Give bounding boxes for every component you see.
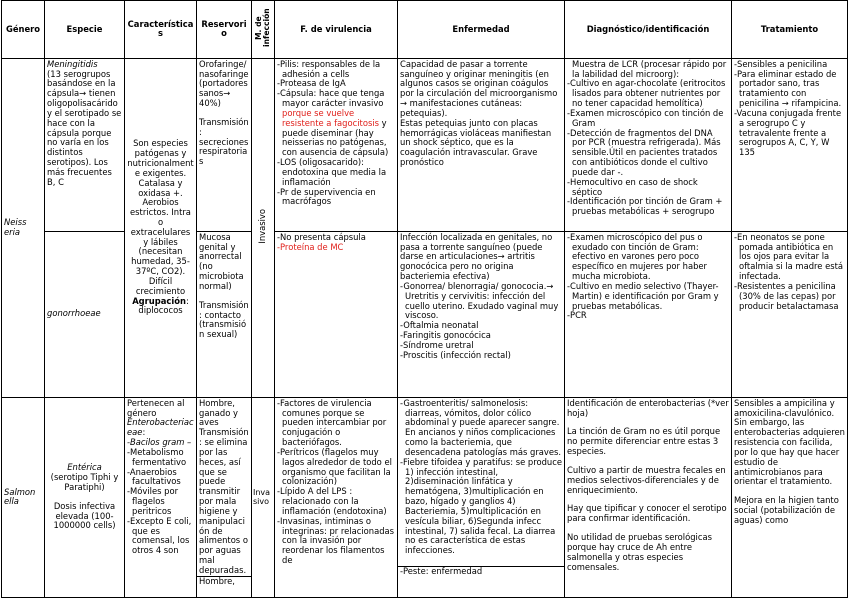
list-item: - Síndrome uretral [400, 341, 562, 351]
mecanismo-salmonella: Invasivo [252, 397, 275, 597]
list-item: - Bacilos gram – [127, 438, 194, 448]
header-especie: Especie [45, 1, 125, 59]
list-item: - Excepto E coli, que es comensal, los otros 4 son [127, 517, 194, 556]
agrupacion-value: : diplococos [138, 295, 189, 316]
list-item: - Proteína de MC [277, 243, 395, 253]
list-item: - Oftalmia neonatal [400, 321, 562, 331]
virulencia-salmonella [275, 397, 398, 597]
list-item: - Gastroenteritis/ salmonelosis: diarreas, vómitos, dolor cólico abdominal y puede aparecer sangre. En ancianos y niños complicaciones como la bacteriemia, que desencadena patologías más graves. [400, 399, 562, 458]
list-item: - Factores de virulencia comunes porque se pueden intercambiar por conjugación o bacteriófagos. [277, 399, 395, 448]
list-item: - Invasinas, intiminas o integrinas: pr relacionadas con la invasión por reordenar los filamentos de [277, 517, 395, 566]
list-item: - Faringitis gonocócica [400, 331, 562, 341]
list-item: - Examen microscópico con tinción de Gram [567, 109, 729, 129]
header-mecanismo [252, 1, 275, 59]
list-item: - Pilis: responsables de la adhesión a cells [277, 60, 395, 80]
list-item: - Para eliminar estado de portador sano, tras tratamiento con penicilina → rifampicina. [734, 70, 845, 109]
header-tratamiento: Tratamiento [732, 1, 848, 59]
list-item: - Detección de fragmentos del DNA por PCR (muestra refrigerada). Más sensible.Útil en pacientes tratados con antibióticos donde el cultivo puede dar -. [567, 129, 729, 178]
row-meningitidis [2, 58, 848, 231]
list-item: - Lípido A del LPS : relacionado con la inflamación (endotoxina) [277, 487, 395, 516]
list-item: - Cultivo en medio selectivo (Thayer-Martin) e identificación por Gram y pruebas metabólicas. [567, 282, 729, 311]
genero-neisseria: Neisseria [2, 58, 45, 397]
list-item: - Resistentes a penicilina (30% de las cepas) por producir betalactamasa [734, 282, 845, 311]
diagnostico-salmonella: Identificación de enterobacterias (*ver hoja) La tinción de Gram no es útil porque no permite diferenciar entre estas 3 especies. Cultivo a partir de muestra fecales en medios selectivos-diferenciales y de enriquecimiento. Hay que tipificar y conocer el serotipo para confirmar identificación. No utilidad de pruebas serológicas porque hay cruce de Ah entre salmonella y otras especies comensales. [565, 397, 732, 597]
header-diagnostico: Diagnóstico/identificación [565, 1, 732, 59]
header-genero: Género [2, 1, 45, 59]
list-item: - Proscitis (infección rectal) [400, 351, 562, 361]
virulencia-gonorrhoeae [275, 231, 398, 397]
list-item: - Peste: enfermedad [400, 567, 562, 577]
enfermedad-gonorrhoeae: Infección localizada en genitales, no pasa a torrente sanguíneo (puede darse en articulaciones→ artritis gonocócica pero no origina bacteriemia efectiva) - Gonorrea/ blenorragia/ gonococia.→ Uretritis y cervivitis: infección del cuello uterino. Exudado vaginal muy viscoso. - Oftalmia neonatal - Faringitis gonocócica - Síndrome uretral - Proscitis (infección rectal) [398, 231, 565, 397]
header-row [2, 1, 848, 59]
list-item: - Fiebre tifoidea y paratifus: se produce 1) infección intestinal, 2)diseminación linfática y hematógena, 3)multiplicación en bazo, hígado y ganglios 4) Bacteriemia, 5)multiplicación en vesícula biliar, 6)Segunda infecc intestinal, 7) salida fecal. La diarrea no es característica de estas infecciones. [400, 458, 562, 556]
especie-salmonella: Entérica (serotipo Tiphi y Paratiphi) Dosis infectiva elevada (100-1000000 cells) [45, 397, 125, 597]
reservorio-gonorrhoeae: Mucosa genital y anorrectal (no microbiota normal) Transmisión: contacto (transmisión sexual) [197, 231, 252, 397]
genero-salmonella: Salmonella [2, 397, 45, 597]
header-reservorio: Reservorio [197, 1, 252, 59]
especie-meningitidis-desc: (13 serogrupos basándose en la cápsula→ tienen oligopolisacárido y el serotipado se hace con la cápsula porque no varía en los distintos serotipos). Los más frecuentes B, C [47, 68, 122, 187]
header-virulencia: F. de virulencia [275, 1, 398, 59]
caracteristicas-salmonella: Pertenecen al género Enterobacteriaceae: - Bacilos gram – - Metabolismo fermentativo - Anaerobios facultativos - Móviles por flagelos peritricos - Excepto E coli, que es comensal, los otros 4 son [125, 397, 197, 597]
list-item: - Cápsula: hace que tenga mayor carácter invasivo porque se vuelve resistente a fagocitosis y puede diseminar (hay neisserias no patógenas, con ausencia de cápsula) [277, 89, 395, 158]
list-item: - PCR [567, 311, 729, 321]
virulencia-meningitidis [275, 58, 398, 231]
list-item: - Proteasa de IgA [277, 79, 395, 89]
agrupacion-label: Agrupación [132, 295, 186, 306]
reservorio-meningitidis: Orofaringe/nasofaringe (portadores sanos→ 40%) Transmisión: secreciones respiratorias [197, 58, 252, 231]
list-item: - Móviles por flagelos peritricos [127, 487, 194, 516]
tratamiento-meningitidis [732, 58, 848, 231]
especie-meningitidis-name: Meningitidis [47, 58, 98, 69]
list-item: - En neonatos se pone pomada antibiótica en los ojos para evitar la oftalmia si la madre está infectada. [734, 233, 845, 282]
list-item: - Metabolismo fermentativo [127, 448, 194, 468]
reservorio-salmonella: Hombre, ganado y aves Transmisión: se elimina por las heces, así que se puede transmitir por mala higiene y manipulación de alimentos o por aguas mal depuradas. Hombre, [197, 397, 252, 597]
list-item: - Anaerobios facultativos [127, 468, 194, 488]
list-item: - Pr de supervivencia en macrófagos [277, 188, 395, 208]
header-mecanismo-text: M. de infección [254, 8, 271, 48]
list-item: - Cultivo en agar-chocolate (eritrocitos lisados para obtener nutrientes por no tener capacidad hemolítica) [567, 79, 729, 108]
list-item: - Gonorrea/ blenorragia/ gonococia.→ Uretritis y cervivitis: infección del cuello uterino. Exudado vaginal muy viscoso. [400, 282, 562, 321]
list-item: - Sensibles a penicilina [734, 60, 845, 70]
tratamiento-gonorrhoeae [732, 231, 848, 397]
list-item: - Identificación por tinción de Gram + pruebas metabólicas + serogrupo [567, 197, 729, 217]
header-enfermedad: Enfermedad [398, 1, 565, 59]
especie-gonorrhoeae: gonorrhoeae [45, 231, 125, 397]
header-caracteristicas: Características [125, 1, 197, 59]
list-item: - Vacuna conjugada frente a serogrupo C y tetravalente frente a serogrupos A, C, Y, W 135 [734, 109, 845, 158]
row-salmonella [2, 397, 848, 597]
caracteristicas-neisseria: Son especies patógenas y nutricionalmente exigentes. Catalasa y oxidasa +. Aerobios estrictos. Intra o extracelulares y lábiles (necesitan humedad, 35-37ºC, CO2). Difícil crecimiento Agrupación: diplococos [125, 58, 197, 397]
list-item: - LOS (oligosacarido): endotoxina que media la inflamación [277, 158, 395, 187]
bacteria-table [1, 0, 848, 598]
list-item: - Hemocultivo en caso de shock séptico [567, 178, 729, 198]
list-item: - Perítricos (flagelos muy lagos alrededor de todo el organismo que facilitan la colonización) [277, 448, 395, 487]
list-item: - Examen microscópico del pus o exudado con tinción de Gram: efectivo en varones pero poco específico en mujeres por haber mucha microbiota. [567, 233, 729, 282]
list-item: - No presenta cápsula [277, 233, 395, 243]
enfermedad-salmonella [398, 397, 565, 597]
tratamiento-salmonella: Sensibles a ampicilina y amoxicilina-clavulónico. Sin embargo, las enterobacterias adquieren resistencia con facilida, por lo que hay que hacer estudio de antimicrobianos para orientar el tratamiento. Mejora en la higien tanto social (potabilización de aguas) como [732, 397, 848, 597]
highlight-text: porque se vuelve resistente a fagocitosis [282, 107, 380, 128]
especie-meningitidis [45, 58, 125, 231]
mecanismo-neisseria: Invasivo [252, 58, 275, 397]
diagnostico-gonorrhoeae [565, 231, 732, 397]
diagnostico-meningitidis: Muestra de LCR (procesar rápido por la labilidad del microorg): - Cultivo en agar-chocolate (eritrocitos lisados para obtener nutrientes por no tener capacidad hemolítica) - Examen microscópico con tinción de Gram - Detección de fragmentos del DNA por PCR (muestra refrigerada). Más sensible.Útil en pacientes tratados con antibióticos donde el cultivo puede dar -. - Hemocultivo en caso de shock séptico - Identificación por tinción de Gram + pruebas metabólicas + serogrupo [565, 58, 732, 231]
enfermedad-meningitidis: Capacidad de pasar a torrente sanguíneo y originar meningitis (en algunos casos se originan coágulos por la circulación del microorganismo → manifestaciones cutáneas: petequias). Estas petequias junto con placas hemorrágicas violáceas manifiestan un shock séptico, que es la coagulación intravascular. Grave pronóstico [398, 58, 565, 231]
